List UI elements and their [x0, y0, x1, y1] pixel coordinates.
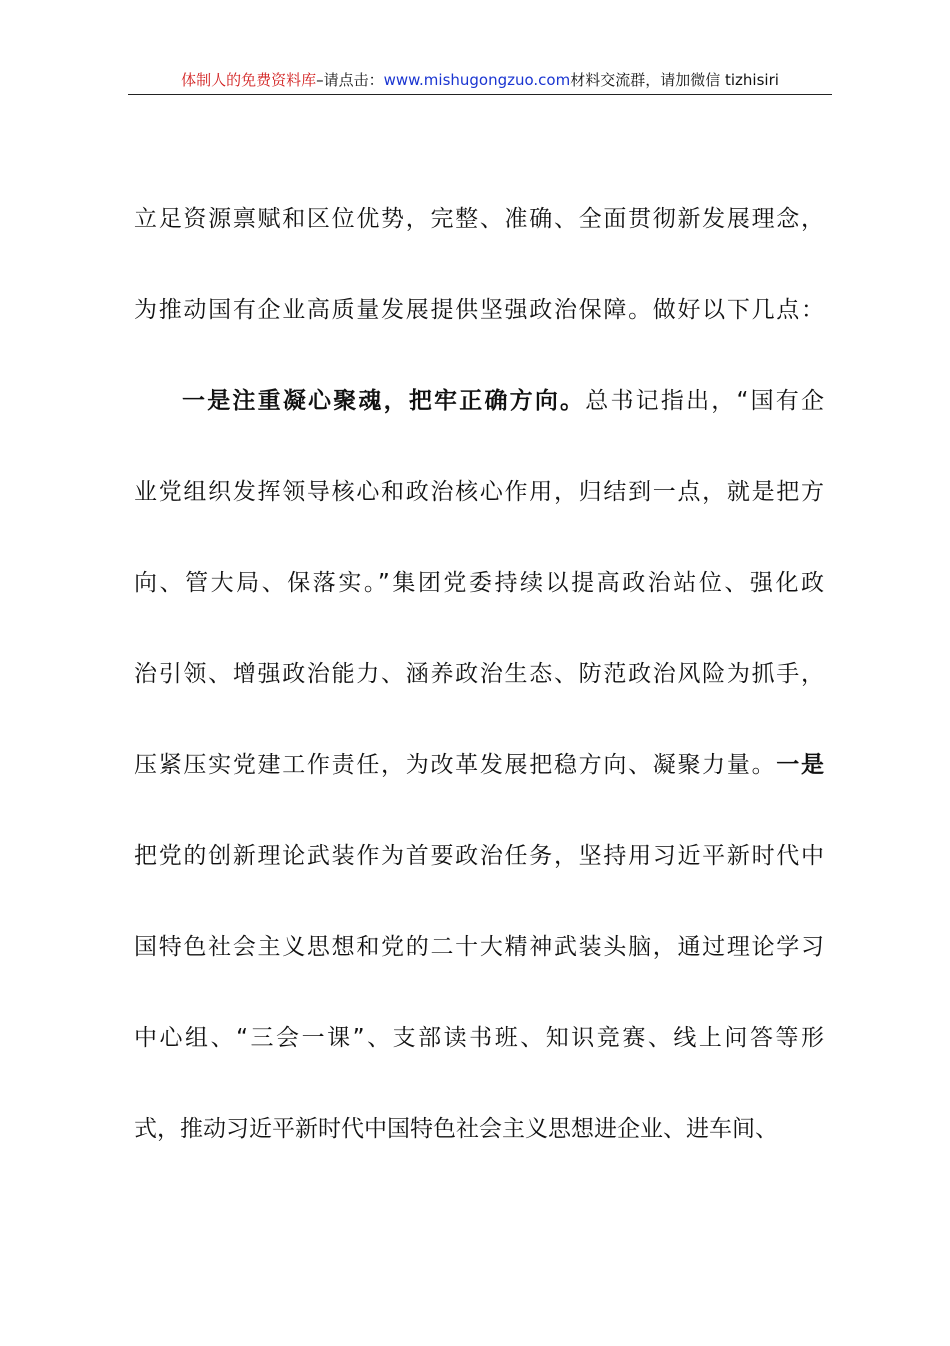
- document-body: [134, 174, 824, 1175]
- paragraph-1-line-1: 立足资源禀赋和区位优势，完整、准确、全面贯彻新发展理念，: [134, 206, 824, 232]
- paragraph-2-line-8: 中心组、“三会一课”、支部读书班、知识竞赛、线上问答等形: [134, 1025, 824, 1051]
- paragraph-2-line-1-text: 总书记指出，“国有企: [585, 388, 824, 414]
- paragraph-2-line-9: 式，推动习近平新时代中国特色社会主义思想进企业、进车间、: [134, 1116, 778, 1142]
- paragraph-2-line-7: 国特色社会主义思想和党的二十大精神武装头脑，通过理论学习: [134, 934, 824, 960]
- header-brand-link[interactable]: 体制人的免费资料库: [181, 71, 317, 89]
- paragraph-2-line-1: [134, 356, 824, 447]
- paragraph-2-line-5-text: 压紧压实党建工作责任，为改革发展把稳方向、凝聚力量。: [134, 752, 777, 778]
- page-header: [128, 66, 832, 95]
- paragraph-2-line-2: 业党组织发挥领导核心和政治核心作用，归结到一点，就是把方: [134, 479, 824, 505]
- paragraph-2-line-6: 把党的创新理论武装作为首要政治任务，坚持用习近平新时代中: [134, 843, 824, 869]
- point-marker-bold: 一是: [776, 752, 825, 778]
- paragraph-2-line-3: 向、管大局、保落实。”集团党委持续以提高政治站位、强化政: [134, 570, 824, 596]
- section-heading-bold: 一是注重凝心聚魂，把牢正确方向。: [182, 388, 586, 414]
- paragraph-1-line-2: 为推动国有企业高质量发展提供坚强政治保障。做好以下几点：: [134, 297, 824, 323]
- paragraph-2-line-4: 治引领、增强政治能力、涵养政治生态、防范政治风险为抓手，: [134, 661, 824, 687]
- header-contact-text: 材料交流群，请加微信 tizhisiri: [570, 71, 779, 89]
- paragraph-2-line-5: [134, 720, 824, 811]
- header-prompt-text: –请点击：: [316, 71, 384, 89]
- header-url-link[interactable]: www.mishugongzuo.com: [383, 71, 571, 89]
